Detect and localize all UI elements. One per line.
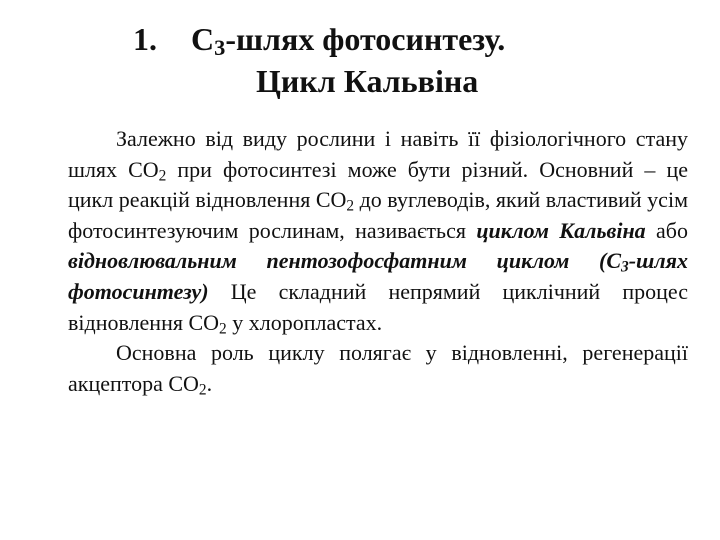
slide-body — [68, 124, 688, 399]
p1-text-3: до вуглеводів, який властивий усім фотосинтезуючим рослинам, називається — [68, 187, 688, 243]
title-line-1 — [133, 18, 505, 60]
title-line-2: Цикл Кальвіна — [256, 63, 479, 99]
p1-text-6: у хлоропластах. — [226, 309, 383, 335]
p1-text-5: Це складний непрямий циклічний процес відновлення СО — [68, 278, 688, 335]
p1-text-4: або — [645, 217, 688, 243]
title-c: C — [191, 21, 215, 57]
p1-emphasis-c3: -шлях фотосинтезу) — [68, 248, 688, 304]
p1-emphasis-sub: 3 — [621, 258, 629, 276]
p1-emphasis-pentose: відновлювальним пентозофосфатним циклом (С — [68, 248, 622, 274]
p1-emphasis-calvin: циклом Кальвіна — [476, 217, 646, 243]
p1-sub-3: 2 — [219, 319, 227, 337]
paragraph-2 — [68, 338, 688, 399]
p2-text-2: . — [206, 370, 213, 396]
p1-text-1: Залежно від виду рослини і навіть її фізіологічного стану шлях СО — [68, 126, 688, 182]
p2-sub-1: 2 — [198, 381, 207, 399]
p1-sub-1: 2 — [158, 166, 167, 184]
title-number: 1. — [133, 21, 157, 57]
p1-text-2: при фотосинтезі може бути різний. Основний – це цикл реакцій відновлення СО — [68, 156, 688, 213]
p2-text-1: Основна роль циклу полягає у відновленні, регенерації акцептора СО — [68, 340, 688, 396]
paragraph-1 — [68, 124, 688, 338]
p1-sub-2: 2 — [346, 197, 355, 215]
title-subscript: 3 — [214, 34, 226, 60]
title-line1-rest: -шлях фотосинтезу. — [225, 21, 506, 57]
